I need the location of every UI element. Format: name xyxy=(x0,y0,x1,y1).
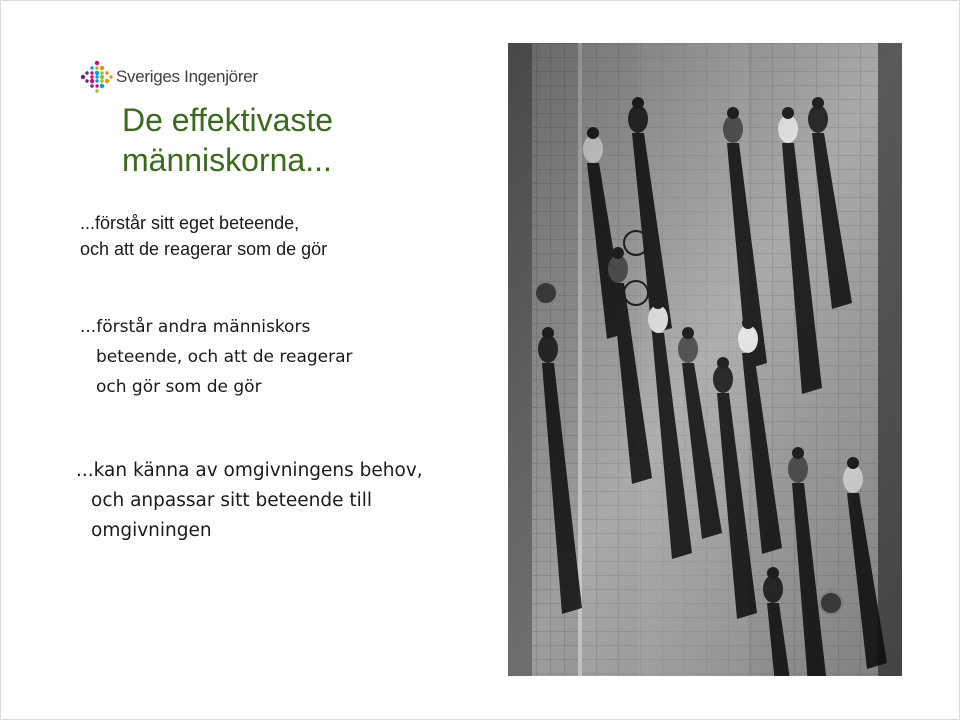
bullet-2-line-3: och gör som de gör xyxy=(96,377,262,397)
bullet-others-behaviour xyxy=(80,312,490,402)
bullet-3-line-2: och anpassar sitt beteende till xyxy=(91,490,373,511)
bullet-2-line-1: ...förstår andra människors xyxy=(80,317,311,337)
logo xyxy=(80,60,258,94)
bullet-own-behaviour xyxy=(80,210,460,262)
bullet-3-line-3: omgivningen xyxy=(91,520,212,541)
pedestrians-shadows-photo xyxy=(508,43,902,676)
page-title xyxy=(122,100,462,180)
bullet-1-line-1: ...förstår sitt eget beteende, xyxy=(80,213,300,233)
bullet-1-line-2: och att de reagerar som de gör xyxy=(80,239,328,259)
title-line-2: människorna... xyxy=(122,142,332,178)
bullet-2-line-2: beteende, och att de reagerar xyxy=(96,347,353,367)
title-line-1: De effektivaste xyxy=(122,102,334,138)
bullet-3-line-1: ...kan känna av omgivningens behov, xyxy=(76,460,423,481)
logo-text: Sveriges Ingenjörer xyxy=(116,67,258,86)
logo-icon xyxy=(80,60,114,94)
bullet-surroundings xyxy=(76,456,496,546)
